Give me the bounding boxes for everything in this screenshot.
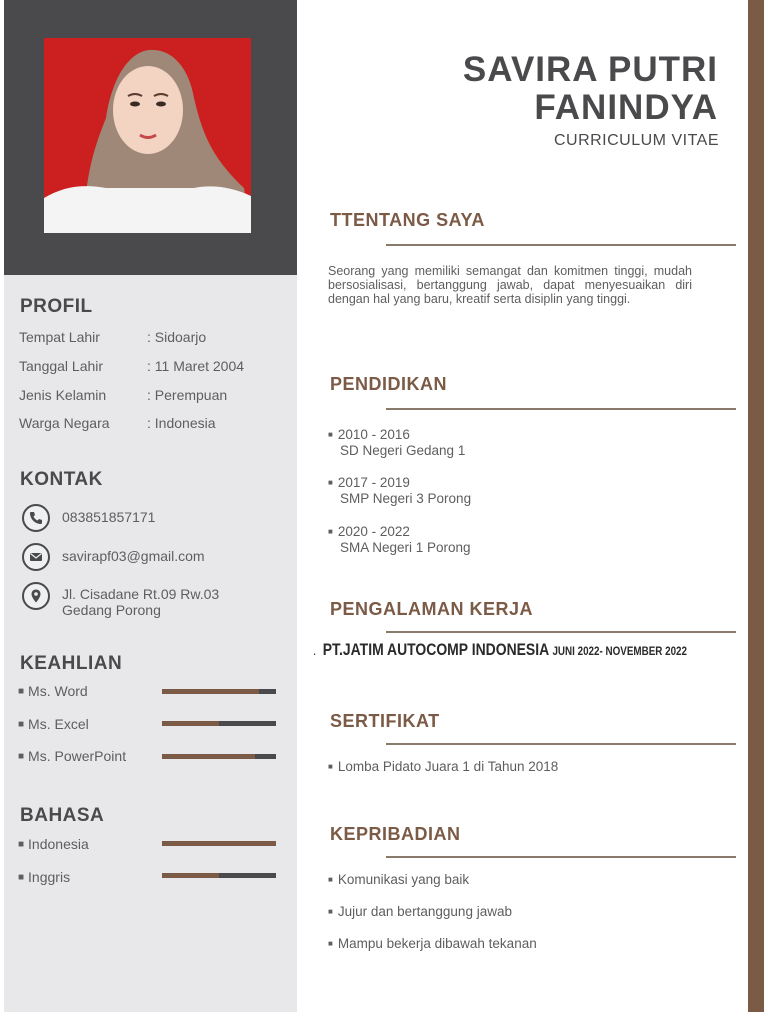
education-school: SD Negeri Gedang 1 — [340, 443, 466, 458]
contact-email[interactable] — [22, 543, 205, 571]
skill-bar — [162, 721, 276, 726]
phone-number: 083851857171 — [62, 509, 156, 525]
profile-value: : Sidoarjo — [147, 329, 207, 345]
profile-value: : Perempuan — [147, 387, 228, 403]
bullet: ■ — [18, 686, 25, 697]
certificate-item — [328, 759, 558, 774]
skill-bar — [162, 754, 276, 759]
profile-row — [19, 415, 216, 431]
personality-heading: KEPRIBADIAN — [330, 824, 461, 844]
phone-icon — [22, 504, 50, 532]
bullet: ■ — [328, 939, 333, 948]
education-heading: PENDIDIKAN — [330, 374, 448, 394]
language-bar — [162, 873, 276, 878]
document-subtitle: CURRICULUM VITAE — [553, 132, 719, 149]
certificate-text: Lomba Pidato Juara 1 di Tahun 2018 — [337, 759, 559, 774]
language-label: Inggris — [28, 869, 71, 885]
work-prefix: . — [313, 642, 317, 658]
profile-row — [19, 387, 227, 403]
accent-stripe — [748, 0, 764, 1012]
bullet: ■ — [328, 875, 333, 884]
skills-heading: KEAHLIAN — [20, 653, 123, 674]
work-entry — [313, 640, 687, 660]
bullet: ■ — [18, 839, 25, 850]
name-line-2: FANINDYA — [534, 88, 718, 127]
personality-text: Komunikasi yang baik — [337, 872, 470, 887]
work-heading: PENGALAMAN KERJA — [330, 599, 534, 619]
education-item — [328, 475, 471, 507]
profile-label: Jenis Kelamin — [19, 387, 107, 403]
bullet: ■ — [18, 872, 25, 883]
sidebar — [4, 0, 297, 1012]
bullet: ■ — [328, 907, 333, 916]
education-years: 2010 - 2016 — [337, 427, 410, 442]
bullet: ■ — [328, 762, 333, 771]
language-bar-fill — [162, 841, 276, 846]
education-item — [328, 427, 465, 459]
profile-photo — [44, 38, 251, 233]
education-school: SMP Negeri 3 Porong — [340, 491, 472, 506]
section-divider — [386, 631, 736, 633]
profile-label: Tempat Lahir — [19, 329, 100, 345]
section-divider — [386, 856, 736, 858]
profile-row — [19, 329, 206, 345]
language-item — [18, 836, 89, 852]
address-text — [62, 586, 219, 618]
about-text: Seorang yang memiliki semangat dan komitmen tinggi, mudah bersosialisasi, bertanggung jawab, dapat menyesuaikan diri dengan hal yang baru, kreatif serta disiplin yang tinggi. — [328, 264, 692, 306]
email-icon — [22, 543, 50, 571]
section-divider — [386, 244, 736, 246]
profile-value: : Indonesia — [147, 415, 216, 431]
sidebar-photo-panel — [4, 0, 297, 275]
profile-row — [19, 358, 244, 374]
education-item — [328, 524, 471, 556]
address-line-2: Gedang Porong — [62, 602, 161, 618]
bullet: ■ — [328, 478, 333, 487]
section-divider — [386, 408, 736, 410]
languages-heading: BAHASA — [20, 805, 105, 826]
name-line-1: SAVIRA PUTRI — [462, 50, 718, 89]
profile-label: Tanggal Lahir — [19, 358, 104, 374]
profile-heading: PROFIL — [20, 296, 93, 317]
personality-item — [328, 936, 537, 951]
bullet: ■ — [18, 751, 25, 762]
work-company: PT.JATIM AUTOCOMP INDONESIA — [322, 640, 550, 659]
personality-item — [328, 904, 512, 919]
skill-bar-fill — [162, 721, 219, 726]
bullet: ■ — [18, 719, 25, 730]
skill-label: Ms. Word — [28, 683, 88, 699]
personality-text: Mampu bekerja dibawah tekanan — [337, 936, 537, 951]
work-dates: JUNI 2022- NOVEMBER 2022 — [552, 644, 687, 658]
language-item — [18, 869, 70, 885]
skill-label: Ms. Excel — [28, 716, 89, 732]
contact-heading: KONTAK — [20, 469, 103, 490]
personality-text: Jujur dan bertanggung jawab — [337, 904, 512, 919]
skill-bar-fill — [162, 689, 259, 694]
skill-item — [18, 683, 88, 699]
address-line-1: Jl. Cisadane Rt.09 Rw.03 — [62, 586, 220, 602]
language-bar — [162, 841, 276, 846]
location-icon — [22, 582, 50, 610]
skill-bar-fill — [162, 754, 255, 759]
profile-label: Warga Negara — [19, 415, 110, 431]
profile-value: : 11 Maret 2004 — [147, 358, 245, 374]
language-label: Indonesia — [28, 836, 89, 852]
about-heading: TTENTANG SAYA — [330, 210, 485, 230]
education-years: 2020 - 2022 — [337, 524, 410, 539]
email-address: savirapf03@gmail.com — [62, 548, 205, 564]
bullet: ■ — [328, 430, 333, 439]
skill-item — [18, 748, 126, 764]
certificates-heading: SERTIFIKAT — [330, 711, 440, 731]
education-years: 2017 - 2019 — [337, 475, 410, 490]
contact-address — [22, 582, 219, 618]
skill-label: Ms. PowerPoint — [28, 748, 127, 764]
section-divider — [386, 743, 736, 745]
contact-phone[interactable] — [22, 504, 155, 532]
education-school: SMA Negeri 1 Porong — [340, 540, 471, 555]
skill-item — [18, 716, 89, 732]
personality-item — [328, 872, 469, 887]
language-bar-fill — [162, 873, 219, 878]
bullet: ■ — [328, 527, 333, 536]
skill-bar — [162, 689, 276, 694]
